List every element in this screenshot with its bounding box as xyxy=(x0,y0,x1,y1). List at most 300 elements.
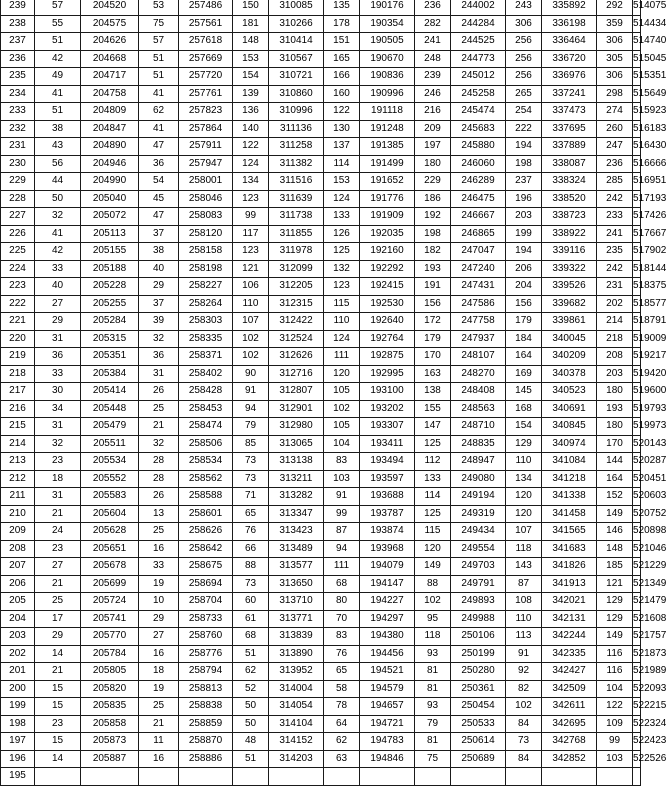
table-cell xyxy=(179,768,233,786)
table-cell: 29 xyxy=(35,628,81,646)
table-cell: 254 xyxy=(506,103,542,121)
table-row xyxy=(1,663,641,681)
table-cell: 249080 xyxy=(451,470,506,488)
table-cell: 42 xyxy=(35,50,81,68)
table-cell: 205448 xyxy=(81,400,139,418)
table-cell: 190670 xyxy=(360,50,415,68)
table-cell: 245258 xyxy=(451,85,506,103)
table-row xyxy=(1,645,641,663)
table-cell: 212 xyxy=(1,470,35,488)
table-cell: 47 xyxy=(139,208,179,226)
table-row xyxy=(1,453,641,471)
table-cell: 247586 xyxy=(451,295,506,313)
table-cell: 244284 xyxy=(451,15,506,33)
table-cell: 207 xyxy=(1,558,35,576)
table-cell: 17 xyxy=(35,610,81,628)
table-cell: 515923 xyxy=(633,103,641,121)
table-cell: 311516 xyxy=(269,173,324,191)
table-cell: 41 xyxy=(139,120,179,138)
table-cell: 135 xyxy=(324,0,360,15)
table-cell: 292 xyxy=(597,0,633,15)
table-cell: 83 xyxy=(324,453,360,471)
table-cell: 206 xyxy=(506,260,542,278)
table-cell: 122 xyxy=(324,103,360,121)
table-cell: 16 xyxy=(139,540,179,558)
table-cell: 312422 xyxy=(269,313,324,331)
table-cell: 520143 xyxy=(633,435,641,453)
table-cell: 312901 xyxy=(269,400,324,418)
table-cell: 257864 xyxy=(179,120,233,138)
table-cell: 208 xyxy=(1,540,35,558)
table-cell: 154 xyxy=(506,418,542,436)
table-cell: 23 xyxy=(35,453,81,471)
table-cell: 111 xyxy=(324,558,360,576)
table-cell: 258001 xyxy=(179,173,233,191)
table-cell: 216 xyxy=(1,400,35,418)
table-cell: 310721 xyxy=(269,68,324,86)
table-row xyxy=(1,50,641,68)
table-cell: 84 xyxy=(506,750,542,768)
table-cell: 52 xyxy=(233,680,269,698)
table-cell: 145 xyxy=(506,383,542,401)
table-cell: 248563 xyxy=(451,400,506,418)
table-cell: 51 xyxy=(35,103,81,121)
table-cell: 204626 xyxy=(81,33,139,51)
table-cell: 125 xyxy=(324,243,360,261)
table-cell: 38 xyxy=(35,120,81,138)
table-cell: 182 xyxy=(415,243,451,261)
table-cell: 244525 xyxy=(451,33,506,51)
table-cell: 223 xyxy=(1,278,35,296)
table-cell: 44 xyxy=(35,173,81,191)
table-row xyxy=(1,348,641,366)
table-cell: 311382 xyxy=(269,155,324,173)
table-cell: 258813 xyxy=(179,680,233,698)
table-cell: 338922 xyxy=(542,225,597,243)
table-cell: 258694 xyxy=(179,575,233,593)
table-cell: 518791 xyxy=(633,313,641,331)
table-cell: 23 xyxy=(35,540,81,558)
table-cell: 203 xyxy=(506,208,542,226)
table-cell: 194079 xyxy=(360,558,415,576)
table-cell: 205604 xyxy=(81,505,139,523)
table-cell: 192160 xyxy=(360,243,415,261)
table-cell: 246060 xyxy=(451,155,506,173)
table-cell: 79 xyxy=(415,715,451,733)
table-cell: 51 xyxy=(35,33,81,51)
table-cell: 172 xyxy=(415,313,451,331)
table-cell: 50 xyxy=(35,190,81,208)
table-cell: 192764 xyxy=(360,330,415,348)
table-row xyxy=(1,15,641,33)
table-cell: 32 xyxy=(35,208,81,226)
table-cell: 285 xyxy=(597,173,633,191)
table-cell: 227 xyxy=(1,208,35,226)
table-cell: 41 xyxy=(35,225,81,243)
table-cell: 57 xyxy=(35,0,81,15)
table-cell: 313489 xyxy=(269,540,324,558)
table-cell: 99 xyxy=(324,505,360,523)
table-cell: 205628 xyxy=(81,523,139,541)
table-cell: 205873 xyxy=(81,733,139,751)
table-cell: 104 xyxy=(324,435,360,453)
table-cell xyxy=(597,768,633,786)
table-cell: 61 xyxy=(233,610,269,628)
table-cell: 250454 xyxy=(451,698,506,716)
table-cell: 258371 xyxy=(179,348,233,366)
table-cell: 244773 xyxy=(451,50,506,68)
table-cell: 205479 xyxy=(81,418,139,436)
table-cell: 205887 xyxy=(81,750,139,768)
table-row xyxy=(1,575,641,593)
table-cell: 522324 xyxy=(633,715,641,733)
table-cell: 73 xyxy=(233,575,269,593)
table-cell: 522423 xyxy=(633,733,641,751)
table-cell: 18 xyxy=(139,663,179,681)
table-cell: 339861 xyxy=(542,313,597,331)
table-cell: 518577 xyxy=(633,295,641,313)
table-cell: 71 xyxy=(233,488,269,506)
table-cell: 313347 xyxy=(269,505,324,523)
table-cell: 250614 xyxy=(451,733,506,751)
table-cell: 258733 xyxy=(179,610,233,628)
table-row xyxy=(1,768,641,786)
table-cell: 198 xyxy=(506,155,542,173)
table-cell: 265 xyxy=(506,85,542,103)
table-cell: 58 xyxy=(324,680,360,698)
table-cell: 220 xyxy=(1,330,35,348)
table-row xyxy=(1,138,641,156)
table-cell: 256 xyxy=(506,33,542,51)
table-cell: 10 xyxy=(139,593,179,611)
table-cell: 123 xyxy=(233,243,269,261)
table-cell: 247 xyxy=(597,138,633,156)
table-cell: 149 xyxy=(597,505,633,523)
table-cell: 102 xyxy=(233,348,269,366)
table-cell: 514434 xyxy=(633,15,641,33)
table-cell: 125 xyxy=(415,435,451,453)
table-cell: 62 xyxy=(324,733,360,751)
table-cell: 519217 xyxy=(633,348,641,366)
table-row xyxy=(1,33,641,51)
table-cell: 231 xyxy=(597,278,633,296)
table-cell: 205835 xyxy=(81,698,139,716)
table-cell: 515649 xyxy=(633,85,641,103)
table-cell: 51 xyxy=(233,750,269,768)
table-row xyxy=(1,260,641,278)
table-cell: 33 xyxy=(35,365,81,383)
table-row xyxy=(1,173,641,191)
table-cell: 242 xyxy=(597,260,633,278)
table-cell: 156 xyxy=(506,295,542,313)
table-cell: 217 xyxy=(1,383,35,401)
table-cell: 133 xyxy=(415,470,451,488)
table-cell: 257947 xyxy=(179,155,233,173)
table-cell: 522093 xyxy=(633,680,641,698)
table-cell: 282 xyxy=(415,15,451,33)
table-cell: 124 xyxy=(324,190,360,208)
table-cell: 193874 xyxy=(360,523,415,541)
table-cell: 520752 xyxy=(633,505,641,523)
table-cell: 231 xyxy=(1,138,35,156)
table-cell: 15 xyxy=(35,698,81,716)
table-cell: 106 xyxy=(233,278,269,296)
table-cell: 104 xyxy=(597,680,633,698)
table-cell: 193 xyxy=(415,260,451,278)
table-cell: 336198 xyxy=(542,15,597,33)
table-cell: 120 xyxy=(506,488,542,506)
table-cell: 199 xyxy=(1,698,35,716)
table-cell: 522526 xyxy=(633,750,641,768)
table-cell: 192640 xyxy=(360,313,415,331)
table-cell: 40 xyxy=(35,278,81,296)
table-cell: 205351 xyxy=(81,348,139,366)
table-row xyxy=(1,505,641,523)
table-cell: 34 xyxy=(35,400,81,418)
table-cell: 248408 xyxy=(451,383,506,401)
table-cell: 113 xyxy=(506,628,542,646)
table-cell xyxy=(360,768,415,786)
table-cell: 80 xyxy=(324,593,360,611)
table-cell: 341913 xyxy=(542,575,597,593)
table-cell: 342509 xyxy=(542,680,597,698)
table-cell: 180 xyxy=(597,418,633,436)
table-cell xyxy=(81,768,139,786)
table-cell: 314054 xyxy=(269,698,324,716)
table-cell: 313211 xyxy=(269,470,324,488)
table-cell: 203 xyxy=(1,628,35,646)
table-row xyxy=(1,540,641,558)
table-cell xyxy=(35,768,81,786)
table-row xyxy=(1,190,641,208)
table-cell: 516430 xyxy=(633,138,641,156)
table-cell: 51 xyxy=(233,645,269,663)
table-cell: 190505 xyxy=(360,33,415,51)
table-cell: 258601 xyxy=(179,505,233,523)
table-cell: 36 xyxy=(139,348,179,366)
table-cell: 139 xyxy=(233,85,269,103)
table-cell: 258760 xyxy=(179,628,233,646)
table-cell: 194521 xyxy=(360,663,415,681)
table-cell: 15 xyxy=(35,680,81,698)
table-cell: 11 xyxy=(139,733,179,751)
table-cell: 258198 xyxy=(179,260,233,278)
table-row xyxy=(1,225,641,243)
table-cell: 249434 xyxy=(451,523,506,541)
table-cell: 518375 xyxy=(633,278,641,296)
table-cell: 521608 xyxy=(633,610,641,628)
table-cell: 219 xyxy=(1,348,35,366)
table-cell: 148 xyxy=(233,33,269,51)
table-cell: 205228 xyxy=(81,278,139,296)
table-cell: 520603 xyxy=(633,488,641,506)
table-cell: 258776 xyxy=(179,645,233,663)
table-cell: 515045 xyxy=(633,50,641,68)
table-cell: 76 xyxy=(233,523,269,541)
table-cell: 246475 xyxy=(451,190,506,208)
table-cell: 340378 xyxy=(542,365,597,383)
table-cell: 129 xyxy=(597,610,633,628)
table-cell: 245683 xyxy=(451,120,506,138)
table-cell: 205583 xyxy=(81,488,139,506)
table-cell: 191 xyxy=(415,278,451,296)
table-cell: 336976 xyxy=(542,68,597,86)
table-cell: 166 xyxy=(324,68,360,86)
table-cell: 337889 xyxy=(542,138,597,156)
table-cell: 21 xyxy=(35,663,81,681)
table-cell: 247047 xyxy=(451,243,506,261)
table-cell: 151 xyxy=(324,33,360,51)
table-cell: 342021 xyxy=(542,593,597,611)
table-cell: 338520 xyxy=(542,190,597,208)
table-cell: 342768 xyxy=(542,733,597,751)
table-cell xyxy=(506,768,542,786)
table-cell: 185 xyxy=(597,558,633,576)
table-cell: 205155 xyxy=(81,243,139,261)
table-cell: 168 xyxy=(506,400,542,418)
table-cell: 204890 xyxy=(81,138,139,156)
table-cell: 205534 xyxy=(81,453,139,471)
table-cell: 520898 xyxy=(633,523,641,541)
table-cell: 258474 xyxy=(179,418,233,436)
table-cell: 205284 xyxy=(81,313,139,331)
table-cell: 340691 xyxy=(542,400,597,418)
table-cell: 27 xyxy=(35,558,81,576)
table-cell: 258083 xyxy=(179,208,233,226)
table-cell: 521349 xyxy=(633,575,641,593)
table-cell: 258626 xyxy=(179,523,233,541)
table-cell: 191385 xyxy=(360,138,415,156)
table-cell: 81 xyxy=(415,733,451,751)
table-cell: 43 xyxy=(35,138,81,156)
table-cell: 311738 xyxy=(269,208,324,226)
table-row xyxy=(1,523,641,541)
table-cell: 65 xyxy=(324,663,360,681)
table-cell: 33 xyxy=(139,558,179,576)
table-row xyxy=(1,488,641,506)
table-cell: 51 xyxy=(139,50,179,68)
table-cell: 81 xyxy=(415,680,451,698)
table-cell: 341218 xyxy=(542,470,597,488)
table-cell: 298 xyxy=(597,85,633,103)
table-cell: 116 xyxy=(597,663,633,681)
table-cell: 107 xyxy=(506,523,542,541)
table-row xyxy=(1,698,641,716)
table-cell: 340045 xyxy=(542,330,597,348)
table-cell: 250533 xyxy=(451,715,506,733)
table-cell: 87 xyxy=(506,575,542,593)
table-cell: 341683 xyxy=(542,540,597,558)
table-cell: 198 xyxy=(1,715,35,733)
table-cell: 81 xyxy=(415,663,451,681)
table-cell: 229 xyxy=(415,173,451,191)
table-cell: 249703 xyxy=(451,558,506,576)
table-cell: 181 xyxy=(233,15,269,33)
table-cell: 342427 xyxy=(542,663,597,681)
table-cell: 258642 xyxy=(179,540,233,558)
table-cell: 90 xyxy=(233,365,269,383)
table-cell: 140 xyxy=(233,120,269,138)
table-cell: 42 xyxy=(35,243,81,261)
table-cell: 312205 xyxy=(269,278,324,296)
table-cell: 202 xyxy=(1,645,35,663)
table-cell: 193100 xyxy=(360,383,415,401)
table-cell: 306 xyxy=(597,68,633,86)
table-cell: 248270 xyxy=(451,365,506,383)
table-cell: 313423 xyxy=(269,523,324,541)
table-cell: 191776 xyxy=(360,190,415,208)
table-cell: 249319 xyxy=(451,505,506,523)
table-row xyxy=(1,750,641,768)
table-cell: 247431 xyxy=(451,278,506,296)
table-cell: 21 xyxy=(35,505,81,523)
table-cell: 257618 xyxy=(179,33,233,51)
table-cell: 314104 xyxy=(269,715,324,733)
table-cell: 191248 xyxy=(360,120,415,138)
table-cell: 143 xyxy=(506,558,542,576)
table-cell: 193688 xyxy=(360,488,415,506)
table-cell: 229 xyxy=(1,173,35,191)
table-cell: 85 xyxy=(233,435,269,453)
table-cell: 149 xyxy=(415,558,451,576)
table-cell: 29 xyxy=(139,278,179,296)
table-cell: 193494 xyxy=(360,453,415,471)
table-cell: 237 xyxy=(506,173,542,191)
table-cell: 170 xyxy=(415,348,451,366)
table-row xyxy=(1,278,641,296)
table-cell: 313065 xyxy=(269,435,324,453)
table-cell: 21 xyxy=(139,715,179,733)
table-cell: 337695 xyxy=(542,120,597,138)
table-cell: 205384 xyxy=(81,365,139,383)
table-cell: 335892 xyxy=(542,0,597,15)
table-cell: 16 xyxy=(139,645,179,663)
table-cell: 30 xyxy=(35,383,81,401)
table-cell: 517902 xyxy=(633,243,641,261)
table-cell: 257669 xyxy=(179,50,233,68)
table-cell: 514740 xyxy=(633,33,641,51)
table-cell: 190996 xyxy=(360,85,415,103)
table-cell: 47 xyxy=(139,138,179,156)
table-cell: 193968 xyxy=(360,540,415,558)
table-cell: 40 xyxy=(139,260,179,278)
table-cell: 28 xyxy=(139,453,179,471)
table-cell: 218 xyxy=(1,365,35,383)
table-cell: 205741 xyxy=(81,610,139,628)
table-cell: 56 xyxy=(35,155,81,173)
table-cell: 190176 xyxy=(360,0,415,15)
table-row xyxy=(1,0,641,15)
table-cell: 138 xyxy=(415,383,451,401)
table-cell: 49 xyxy=(35,68,81,86)
table-cell: 110 xyxy=(324,313,360,331)
table-cell: 36 xyxy=(35,348,81,366)
table-cell: 249893 xyxy=(451,593,506,611)
table-cell: 241 xyxy=(415,33,451,51)
table-cell: 313952 xyxy=(269,663,324,681)
table-cell: 110 xyxy=(233,295,269,313)
table-cell: 204758 xyxy=(81,85,139,103)
table-cell: 93 xyxy=(415,645,451,663)
table-cell: 88 xyxy=(233,558,269,576)
table-cell: 520287 xyxy=(633,453,641,471)
table-cell: 191909 xyxy=(360,208,415,226)
table-cell: 234 xyxy=(1,85,35,103)
table-cell: 205805 xyxy=(81,663,139,681)
table-cell: 213 xyxy=(1,453,35,471)
table-cell: 250106 xyxy=(451,628,506,646)
table-cell: 45 xyxy=(139,190,179,208)
